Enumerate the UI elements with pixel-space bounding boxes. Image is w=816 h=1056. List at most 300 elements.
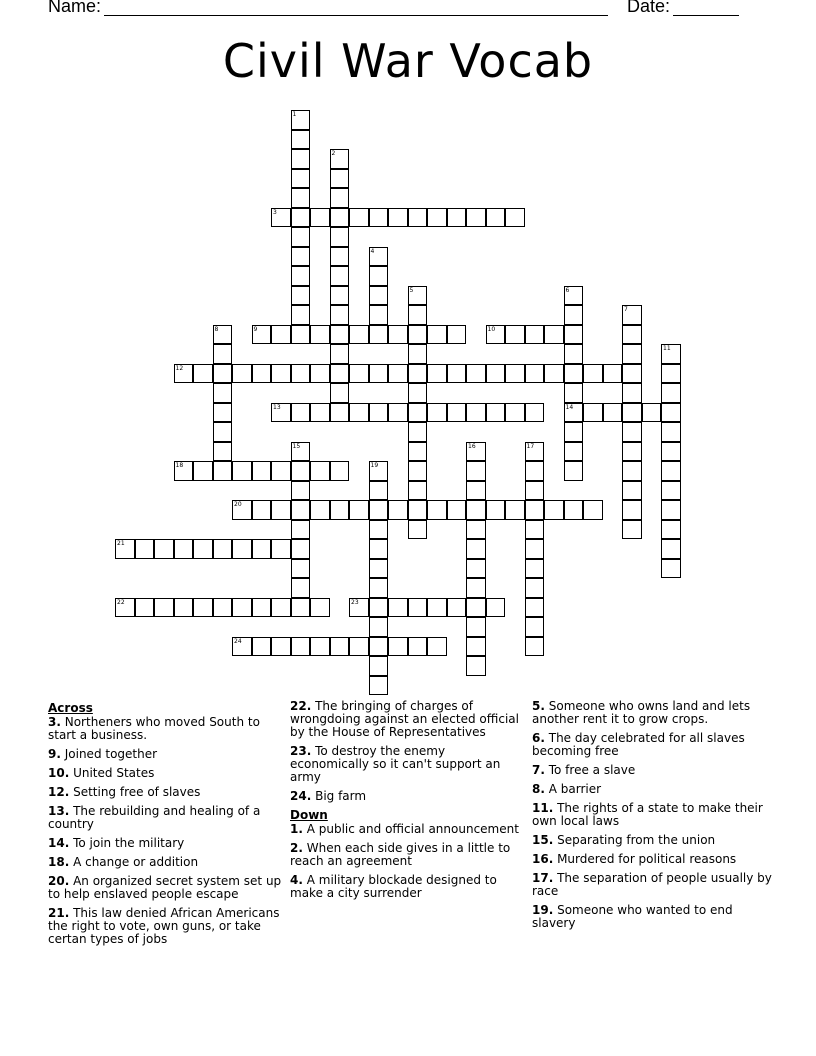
crossword-cell[interactable] — [564, 442, 584, 462]
crossword-cell[interactable] — [505, 325, 525, 345]
crossword-cell[interactable] — [369, 403, 389, 423]
crossword-cell[interactable] — [525, 617, 545, 637]
crossword-cell[interactable] — [291, 227, 311, 247]
crossword-cell[interactable] — [213, 403, 233, 423]
crossword-cell[interactable] — [408, 481, 428, 501]
crossword-cell[interactable] — [369, 637, 389, 657]
crossword-cell[interactable] — [525, 500, 545, 520]
clue-number: 16. — [532, 852, 554, 866]
crossword-cell[interactable] — [466, 637, 486, 657]
crossword-cell[interactable] — [661, 383, 681, 403]
crossword-cell[interactable] — [583, 500, 603, 520]
cell-number: 19 — [370, 462, 379, 469]
crossword-cell[interactable] — [291, 169, 311, 189]
crossword-cell[interactable] — [271, 364, 291, 384]
crossword-cell[interactable] — [369, 520, 389, 540]
crossword-cell[interactable] — [291, 364, 311, 384]
crossword-cell[interactable] — [525, 637, 545, 657]
worksheet-header — [48, 0, 778, 22]
crossword-cell[interactable] — [252, 500, 272, 520]
crossword-cell[interactable] — [525, 520, 545, 540]
crossword-cell[interactable] — [466, 461, 486, 481]
crossword-cell[interactable] — [408, 598, 428, 618]
clue-5 — [532, 700, 772, 726]
crossword-cell[interactable] — [213, 383, 233, 403]
date-field[interactable] — [673, 15, 739, 16]
clue-text: An organized secret system set up to help enslaved people escape — [48, 874, 282, 901]
crossword-cell[interactable] — [661, 442, 681, 462]
crossword-cell[interactable] — [661, 422, 681, 442]
crossword-cell[interactable] — [622, 403, 642, 423]
crossword-cell[interactable] — [408, 325, 428, 345]
crossword-cell[interactable] — [291, 539, 311, 559]
crossword-cell[interactable] — [291, 286, 311, 306]
crossword-cell[interactable] — [466, 481, 486, 501]
crossword-cell[interactable] — [622, 325, 642, 345]
crossword-cell[interactable] — [486, 364, 506, 384]
crossword-cell[interactable] — [466, 559, 486, 579]
crossword-cell[interactable] — [486, 500, 506, 520]
clue-24 — [290, 790, 522, 803]
crossword-cell[interactable] — [369, 617, 389, 637]
crossword-cell[interactable] — [310, 325, 330, 345]
crossword-cell[interactable] — [583, 403, 603, 423]
crossword-cell[interactable] — [388, 500, 408, 520]
crossword-cell[interactable] — [369, 676, 389, 696]
crossword-cell[interactable] — [193, 461, 213, 481]
crossword-cell[interactable] — [564, 403, 584, 423]
crossword-cell[interactable] — [213, 364, 233, 384]
crossword-cell[interactable] — [486, 208, 506, 228]
crossword-cell[interactable] — [174, 461, 194, 481]
crossword-cell[interactable] — [213, 539, 233, 559]
down-heading: Down — [290, 808, 328, 822]
clue-text: Northeners who moved South to start a business. — [48, 715, 260, 742]
crossword-cell[interactable] — [115, 539, 135, 559]
crossword-cell[interactable] — [505, 403, 525, 423]
crossword-cell[interactable] — [661, 403, 681, 423]
crossword-cell[interactable] — [369, 305, 389, 325]
crossword-cell[interactable] — [252, 364, 272, 384]
crossword-cell[interactable] — [505, 500, 525, 520]
crossword-cell[interactable] — [583, 364, 603, 384]
crossword-cell[interactable] — [291, 442, 311, 462]
crossword-cell[interactable] — [408, 364, 428, 384]
crossword-cell[interactable] — [115, 598, 135, 618]
crossword-cell[interactable] — [525, 403, 545, 423]
crossword-cell[interactable] — [408, 208, 428, 228]
crossword-cell[interactable] — [310, 403, 330, 423]
crossword-cell[interactable] — [330, 637, 350, 657]
crossword-cell[interactable] — [369, 208, 389, 228]
clue-21 — [48, 907, 288, 946]
crossword-cell[interactable] — [349, 500, 369, 520]
crossword-cell[interactable] — [369, 481, 389, 501]
crossword-cell[interactable] — [447, 364, 467, 384]
crossword-cell[interactable] — [291, 598, 311, 618]
crossword-cell[interactable] — [544, 500, 564, 520]
crossword-cell[interactable] — [232, 461, 252, 481]
crossword-cell[interactable] — [291, 520, 311, 540]
clue-number: 8. — [532, 782, 545, 796]
clue-12 — [48, 786, 288, 799]
crossword-cell[interactable] — [661, 559, 681, 579]
crossword-cell[interactable] — [427, 208, 447, 228]
cell-number: 14 — [565, 403, 574, 411]
crossword-cell[interactable] — [349, 403, 369, 423]
crossword-cell[interactable] — [525, 442, 545, 462]
crossword-cell[interactable] — [466, 598, 486, 618]
crossword-cell[interactable] — [603, 403, 623, 423]
crossword-cell[interactable] — [349, 325, 369, 345]
crossword-cell[interactable] — [349, 598, 369, 618]
crossword-cell[interactable] — [232, 637, 252, 657]
crossword-cell[interactable] — [369, 539, 389, 559]
crossword-cell[interactable] — [408, 344, 428, 364]
crossword-cell[interactable] — [427, 364, 447, 384]
clue-text: Joined together — [60, 747, 158, 761]
crossword-cell[interactable] — [330, 383, 350, 403]
crossword-cell[interactable] — [330, 344, 350, 364]
crossword-cell[interactable] — [271, 500, 291, 520]
crossword-cell[interactable] — [544, 325, 564, 345]
crossword-cell[interactable] — [525, 364, 545, 384]
crossword-cell[interactable] — [349, 208, 369, 228]
crossword-cell[interactable] — [622, 364, 642, 384]
crossword-cell[interactable] — [291, 559, 311, 579]
crossword-cell[interactable] — [661, 500, 681, 520]
crossword-cell[interactable] — [388, 403, 408, 423]
crossword-cell[interactable] — [310, 637, 330, 657]
clue-number: 12. — [48, 785, 70, 799]
clue-text: A change or addition — [69, 855, 199, 869]
crossword-cell[interactable] — [466, 617, 486, 637]
crossword-cell[interactable] — [466, 500, 486, 520]
clue-text: A barrier — [544, 782, 602, 796]
crossword-cell[interactable] — [349, 364, 369, 384]
crossword-cell[interactable] — [291, 481, 311, 501]
crossword-cell[interactable] — [661, 364, 681, 384]
clues-column-2 — [290, 700, 522, 906]
crossword-cell[interactable] — [622, 383, 642, 403]
crossword-cell[interactable] — [466, 656, 486, 676]
crossword-cell[interactable] — [622, 520, 642, 540]
crossword-cell[interactable] — [213, 461, 233, 481]
crossword-cell[interactable] — [486, 325, 506, 345]
crossword-cell[interactable] — [564, 325, 584, 345]
clue-14 — [48, 837, 288, 850]
crossword-cell[interactable] — [564, 364, 584, 384]
crossword-cell[interactable] — [525, 461, 545, 481]
crossword-cell[interactable] — [408, 637, 428, 657]
clue-number: 3. — [48, 715, 61, 729]
down-clue-list — [290, 823, 522, 900]
clue-number: 11. — [532, 801, 554, 815]
crossword-cell[interactable] — [466, 578, 486, 598]
crossword-cell[interactable] — [369, 578, 389, 598]
crossword-cell[interactable] — [193, 598, 213, 618]
clue-text: The separation of people usually by race — [532, 871, 772, 898]
crossword-cell[interactable] — [486, 598, 506, 618]
cell-number: 12 — [175, 364, 184, 372]
clue-number: 19. — [532, 903, 554, 917]
crossword-cell[interactable] — [271, 208, 291, 228]
crossword-cell[interactable] — [330, 247, 350, 267]
clue-20 — [48, 875, 288, 901]
clue-10 — [48, 767, 288, 780]
crossword-cell[interactable] — [388, 598, 408, 618]
crossword-cell[interactable] — [466, 442, 486, 462]
cell-number: 20 — [234, 501, 242, 508]
crossword-cell[interactable] — [564, 305, 584, 325]
crossword-cell[interactable] — [447, 500, 467, 520]
crossword-cell[interactable] — [525, 578, 545, 598]
crossword-cell[interactable] — [154, 598, 174, 618]
crossword-cell[interactable] — [466, 520, 486, 540]
crossword-cell[interactable] — [369, 364, 389, 384]
crossword-cell[interactable] — [330, 149, 350, 169]
cell-number: 9 — [253, 325, 258, 333]
crossword-cell[interactable] — [330, 208, 350, 228]
crossword-cell[interactable] — [427, 500, 447, 520]
clue-16 — [532, 853, 772, 866]
cell-number: 8 — [214, 325, 219, 333]
crossword-cell[interactable] — [330, 403, 350, 423]
crossword-cell[interactable] — [466, 208, 486, 228]
crossword-cell[interactable] — [213, 344, 233, 364]
crossword-cell[interactable] — [291, 637, 311, 657]
crossword-cell[interactable] — [427, 403, 447, 423]
crossword-cell[interactable] — [622, 305, 642, 325]
clues-column-3 — [532, 700, 772, 936]
crossword-cell[interactable] — [466, 539, 486, 559]
clue-text: This law denied African Americans the right to vote, own guns, or take certan types of jobs — [48, 906, 280, 946]
crossword-cell[interactable] — [544, 364, 564, 384]
crossword-cell[interactable] — [174, 364, 194, 384]
crossword-cell[interactable] — [369, 286, 389, 306]
crossword-cell[interactable] — [622, 461, 642, 481]
crossword-cell[interactable] — [564, 344, 584, 364]
crossword-cell[interactable] — [388, 637, 408, 657]
crossword-cell[interactable] — [447, 208, 467, 228]
date-label: Date: — [627, 0, 671, 16]
crossword-cell[interactable] — [388, 325, 408, 345]
crossword-cell[interactable] — [310, 208, 330, 228]
crossword-cell[interactable] — [291, 266, 311, 286]
crossword-cell[interactable] — [310, 500, 330, 520]
crossword-cell[interactable] — [252, 598, 272, 618]
crossword-cell[interactable] — [252, 461, 272, 481]
crossword-cell[interactable] — [291, 403, 311, 423]
crossword-cell[interactable] — [330, 364, 350, 384]
crossword-cell[interactable] — [564, 383, 584, 403]
crossword-cell[interactable] — [291, 149, 311, 169]
cell-number: 10 — [487, 325, 496, 333]
crossword-cell[interactable] — [232, 539, 252, 559]
cell-number: 22 — [117, 598, 125, 606]
crossword-cell[interactable] — [174, 598, 194, 618]
crossword-cell[interactable] — [466, 403, 486, 423]
cell-number: 21 — [117, 540, 125, 547]
crossword-cell[interactable] — [622, 442, 642, 462]
crossword-cell[interactable] — [252, 539, 272, 559]
clue-text: A military blockade designed to make a city surrender — [290, 873, 497, 900]
crossword-cell[interactable] — [349, 637, 369, 657]
crossword-cell[interactable] — [213, 325, 233, 345]
crossword-cell[interactable] — [427, 598, 447, 618]
name-label: Name: — [48, 0, 102, 16]
crossword-cell[interactable] — [622, 500, 642, 520]
name-field[interactable] — [104, 15, 608, 16]
crossword-cell[interactable] — [525, 325, 545, 345]
crossword-cell[interactable] — [564, 422, 584, 442]
crossword-cell[interactable] — [408, 286, 428, 306]
crossword-cell[interactable] — [525, 539, 545, 559]
crossword-cell[interactable] — [661, 539, 681, 559]
crossword-cell[interactable] — [252, 325, 272, 345]
crossword-cell[interactable] — [388, 208, 408, 228]
cell-number: 16 — [468, 442, 476, 450]
crossword-cell[interactable] — [213, 442, 233, 462]
crossword-cell[interactable] — [291, 247, 311, 267]
crossword-cell[interactable] — [330, 227, 350, 247]
crossword-cell[interactable] — [193, 364, 213, 384]
crossword-cell[interactable] — [213, 598, 233, 618]
crossword-cell[interactable] — [369, 559, 389, 579]
crossword-cell[interactable] — [661, 344, 681, 364]
clue-text: To free a slave — [544, 763, 636, 777]
crossword-cell[interactable] — [408, 305, 428, 325]
crossword-cell[interactable] — [525, 481, 545, 501]
clue-number: 24. — [290, 789, 312, 803]
crossword-cell[interactable] — [388, 364, 408, 384]
crossword-cell[interactable] — [330, 305, 350, 325]
crossword-cell[interactable] — [291, 461, 311, 481]
clue-number: 6. — [532, 731, 545, 745]
crossword-cell[interactable] — [135, 598, 155, 618]
crossword-cell[interactable] — [408, 422, 428, 442]
crossword-cell[interactable] — [622, 422, 642, 442]
crossword-cell[interactable] — [408, 403, 428, 423]
clue-text: Setting free of slaves — [69, 785, 201, 799]
crossword-cell[interactable] — [564, 500, 584, 520]
crossword-cell[interactable] — [661, 481, 681, 501]
crossword-cell[interactable] — [408, 461, 428, 481]
crossword-cell[interactable] — [232, 598, 252, 618]
crossword-cell[interactable] — [291, 500, 311, 520]
crossword-cell[interactable] — [232, 500, 252, 520]
clue-number: 4. — [290, 873, 303, 887]
crossword-cell[interactable] — [291, 578, 311, 598]
crossword-cell[interactable] — [271, 461, 291, 481]
crossword-cell[interactable] — [447, 403, 467, 423]
crossword-cell[interactable] — [447, 325, 467, 345]
crossword-cell[interactable] — [154, 539, 174, 559]
crossword-cell[interactable] — [369, 461, 389, 481]
crossword-cell[interactable] — [525, 559, 545, 579]
crossword-cell[interactable] — [525, 598, 545, 618]
crossword-cell[interactable] — [427, 637, 447, 657]
crossword-cell[interactable] — [661, 461, 681, 481]
crossword-cell[interactable] — [369, 500, 389, 520]
crossword-cell[interactable] — [661, 520, 681, 540]
crossword-cell[interactable] — [466, 364, 486, 384]
crossword-cell[interactable] — [369, 266, 389, 286]
clue-22 — [290, 700, 522, 739]
cell-number: 17 — [526, 442, 535, 450]
crossword-cell[interactable] — [330, 266, 350, 286]
crossword-cell[interactable] — [310, 461, 330, 481]
crossword-cell[interactable] — [427, 325, 447, 345]
crossword-cell[interactable] — [330, 188, 350, 208]
crossword-cell[interactable] — [369, 598, 389, 618]
cell-number: 18 — [175, 462, 184, 469]
crossword-cell[interactable] — [291, 325, 311, 345]
crossword-cell[interactable] — [174, 539, 194, 559]
crossword-cell[interactable] — [310, 364, 330, 384]
crossword-cell[interactable] — [408, 442, 428, 462]
cell-number: 2 — [331, 150, 336, 157]
crossword-cell[interactable] — [252, 637, 272, 657]
crossword-cell[interactable] — [330, 325, 350, 345]
crossword-cell[interactable] — [486, 403, 506, 423]
crossword-cell[interactable] — [603, 364, 623, 384]
clue-text: Big farm — [311, 789, 367, 803]
crossword-cell[interactable] — [330, 461, 350, 481]
crossword-cell[interactable] — [193, 539, 213, 559]
crossword-cell[interactable] — [271, 325, 291, 345]
crossword-cell[interactable] — [271, 598, 291, 618]
cell-number: 11 — [663, 345, 671, 352]
cell-number: 15 — [292, 442, 301, 450]
crossword-cell[interactable] — [330, 169, 350, 189]
crossword-cell[interactable] — [564, 286, 584, 306]
cell-number: 3 — [273, 208, 277, 216]
crossword-cell[interactable] — [408, 500, 428, 520]
crossword-cell[interactable] — [369, 247, 389, 267]
crossword-cell[interactable] — [330, 286, 350, 306]
clue-11 — [532, 802, 772, 828]
crossword-cell[interactable] — [310, 598, 330, 618]
crossword-cell[interactable] — [135, 539, 155, 559]
crossword-cell[interactable] — [213, 422, 233, 442]
crossword-cell[interactable] — [291, 110, 311, 130]
crossword-cell[interactable] — [271, 539, 291, 559]
crossword-cell[interactable] — [330, 500, 350, 520]
crossword-cell[interactable] — [408, 383, 428, 403]
crossword-cell[interactable] — [408, 520, 428, 540]
clue-8 — [532, 783, 772, 796]
crossword-cell[interactable] — [642, 403, 662, 423]
crossword-cell[interactable] — [505, 364, 525, 384]
crossword-cell[interactable] — [622, 481, 642, 501]
crossword-cell[interactable] — [369, 656, 389, 676]
crossword-cell[interactable] — [271, 403, 291, 423]
crossword-cell[interactable] — [505, 208, 525, 228]
crossword-cell[interactable] — [622, 344, 642, 364]
crossword-cell[interactable] — [447, 598, 467, 618]
crossword-cell[interactable] — [291, 208, 311, 228]
crossword-cell[interactable] — [369, 325, 389, 345]
crossword-cell[interactable] — [291, 305, 311, 325]
crossword-cell[interactable] — [232, 364, 252, 384]
crossword-cell[interactable] — [564, 461, 584, 481]
crossword-cell[interactable] — [291, 188, 311, 208]
clue-number: 23. — [290, 744, 312, 758]
across-clue-list-continued — [290, 700, 522, 803]
crossword-cell[interactable] — [271, 637, 291, 657]
crossword-cell[interactable] — [291, 130, 311, 150]
